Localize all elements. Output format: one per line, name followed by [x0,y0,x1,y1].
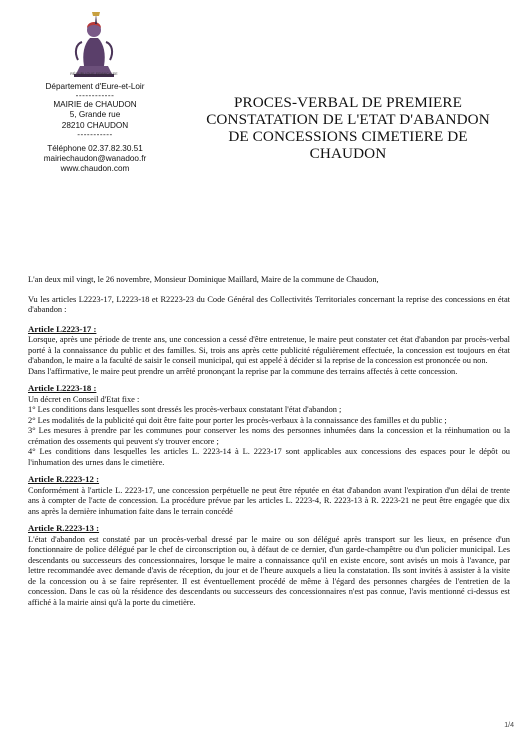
mairie-name: MAIRIE de CHAUDON [53,100,137,110]
title-line: PROCES-VERBAL DE PREMIERE [233,94,463,111]
article-l2223-18 [28,383,510,468]
article-l2223-17 [28,324,510,378]
article-text: Lorsque, après une période de trente ans, une concession a cessé d'être entretenue, le maire peut constater cet état d'abandon par procès-verbal porté à la connaissance du public et des familles. Si, trois ans après cette publicité régulièrement effectuée, la concession est toujours en état d'abandon, le maire a la faculté de saisir le conseil municipal, qui est appelé à décider si la reprise de la concession est prononcée ou non. [28,335,510,365]
list-item: 4° Les conditions dans lesquelles les articles L. 2223-14 à L. 2223-17 sont applicables aux concessions des espaces pour le dépôt ou l'inhumation des urnes dans le cimetière. [28,447,510,467]
vu-paragraph: Vu les articles L2223-17, L2223-18 et R2223-23 du Code Général des Collectivités Territoriales concernant la reprise des concessions en état d'abandon : [28,294,510,314]
mairie-header [30,82,160,174]
page-number: 1/4 [504,722,514,729]
article-text: Un décret en Conseil d'Etat fixe : [28,394,140,404]
list-item: 3° Les mesures à prendre par les communes pour conserver les noms des personnes inhumées dans la concession et la réinhumation ou la crémation des ossements qui peuvent s'y trouver encore ; [28,426,510,446]
article-r2223-13 [28,523,510,608]
document-title [198,94,498,162]
article-text: L'état d'abandon est constaté par un procès-verbal dressé par le maire ou son délégué après transport sur les lieux, en présence d'un fonctionnaire de police délégué par le chef de circonscription ou, à défaut de ce dernier, d'un garde-champêtre ou d'un policier municipal. Les descendants ou successeurs des concessionnaires, lorsque le maire a connaissance qu'il en existe encore, sont avisés un mois à l'avance, par lettre recommandée avec demande d'avis de réception, du jour et de l'heure auxquels a lieu la constatation. Ils sont invités à assister à la visite de la concession ou à se faire représenter. Il est éventuellement procédé de même à l'égard des personnes chargées de l'entretien de la concession. Dans le cas où la résidence des descendants ou successeurs des concessionnaires n'est pas connue, l'avis mentionné ci-dessus est affiché à la mairie ainsi qu'à la porte du cimetière. [28,534,510,607]
address-city: 28210 CHAUDON [61,120,129,130]
title-line: DE CONCESSIONS CIMETIERE DE [228,128,468,145]
title-line: CONSTATATION DE L'ETAT D'ABANDON [206,111,490,128]
title-line: CHAUDON [309,145,387,162]
list-item: 1° Les conditions dans lesquelles sont dressés les procès-verbaux constatant l'état d'abandon ; [28,405,342,414]
article-title: Article R.2223-12 : [28,474,100,484]
website-link[interactable]: www.chaudon.com [60,164,130,174]
phone-number: Téléphone 02.37.82.30.51 [47,143,143,153]
separator: ----------- [77,129,113,139]
article-title: Article R.2223-13 : [28,523,100,533]
address-street: 5, Grande rue [69,110,121,120]
article-text: Conformément à l'article L. 2223-17, une concession perpétuelle ne peut être réputée en état d'abandon avant l'expiration d'un délai de trente ans à compter de l'acte de concession. La procédure prévue par les articles L. 2223-4, R. 2223-13 à R. 2223-21 ne peut être engagée que dix ans après la dernière inhumation faite dans le terrain concédé [28,485,510,516]
article-r2223-12 [28,474,510,517]
marianne-emblem-icon [66,8,122,80]
intro-paragraph: L'an deux mil vingt, le 26 novembre, Monsieur Dominique Maillard, Maire de la commune de Chaudon, [28,275,379,284]
article-title: Article L2223-17 : [28,323,97,334]
department-name: Département d'Eure-et-Loir [45,82,145,91]
article-text: Dans l'affirmative, le maire peut prendre un arrêté prononçant la reprise par la commune des terrains affectés à cette concession. [28,366,458,376]
separator: ------------ [75,91,115,101]
emblem-caption: RÉPUBLIQUE FRANÇAISE [70,72,118,76]
list-item: 2° Les modalités de la publicité qui doit être faite pour porter les procès-verbaux à la connaissance des familles et du public ; [28,415,447,425]
article-title: Article L2223-18 : [28,383,97,393]
document-body [28,275,510,614]
email-address[interactable]: mairiechaudon@wanadoo.fr [43,154,147,164]
